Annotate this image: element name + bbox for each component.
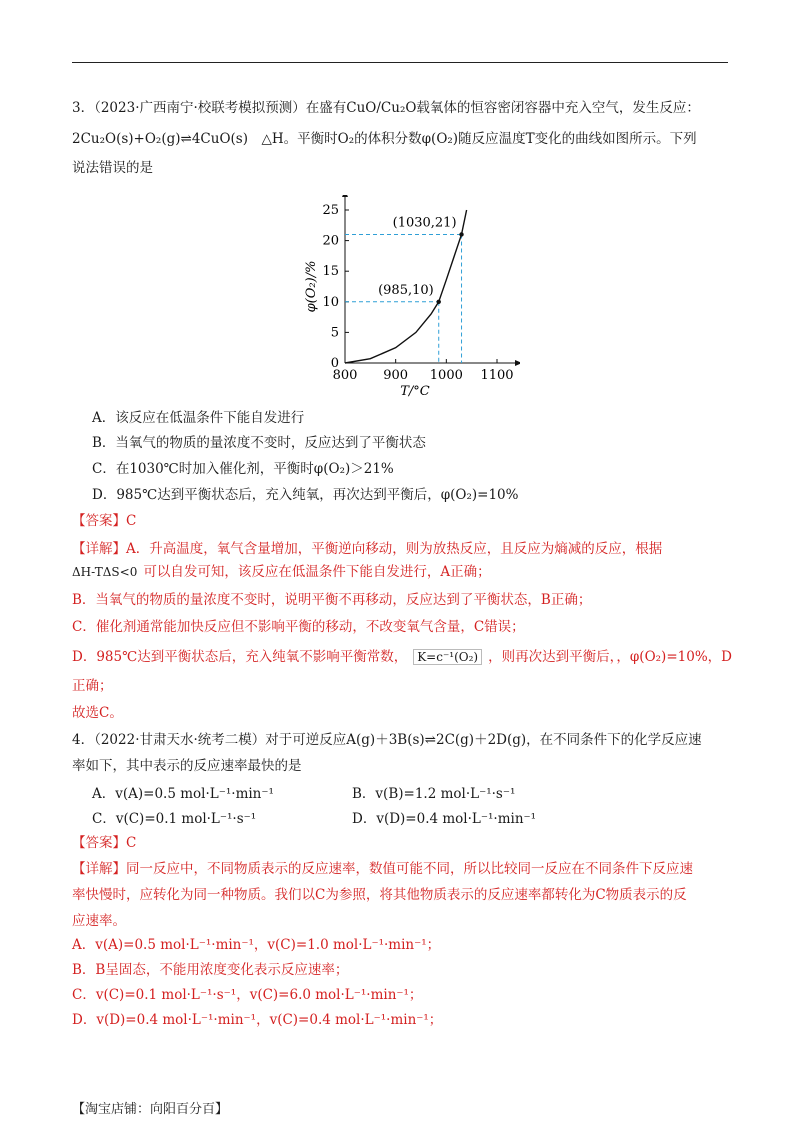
y-tick-label: 20 [322, 233, 339, 249]
q3-detail-line3: B．当氧气的物质的量浓度不变时，说明平衡不再移动，反应达到了平衡状态，B正确； [72, 592, 592, 608]
y-tick-label: 15 [322, 264, 339, 280]
q4-option-a: A．v(A)=0.5 mol·L⁻¹·min⁻¹ [92, 786, 274, 802]
answer-value: C [126, 513, 137, 529]
k-expression: K=c⁻¹(O₂) [413, 649, 482, 665]
x-tick-label: 1000 [429, 368, 463, 383]
x-tick-label: 1100 [480, 368, 514, 383]
y-tick-label: 5 [330, 325, 339, 341]
q3-stem-line3: 说法错误的是 [72, 160, 153, 176]
q3-option-d: D．985℃达到平衡状态后，充入纯氧，再次达到平衡后，φ(O₂)=10% [92, 487, 519, 503]
q3-detail-line6: 正确； [72, 678, 113, 694]
y-axis-label: φ(O₂)/% [304, 260, 319, 313]
detail-tag: 【详解】 [72, 541, 126, 557]
detail-tag: 【详解】 [72, 861, 126, 877]
q4-detail-line4: A．v(A)=0.5 mol·L⁻¹·min⁻¹，v(C)=1.0 mol·L⁻¹·min⁻¹； [72, 937, 441, 953]
q4-option-d: D．v(D)=0.4 mol·L⁻¹·min⁻¹ [352, 811, 537, 827]
data-point-label: (1030,21) [392, 215, 457, 231]
q3-option-c: C．在1030℃时加入催化剂，平衡时φ(O₂)＞21% [92, 461, 394, 477]
x-axis-label: T/°C [400, 384, 430, 399]
data-point-label: (985,10) [378, 282, 434, 298]
q3-option-a: A．该反应在低温条件下能自发进行 [92, 410, 305, 426]
phi-o2-temperature-chart [300, 195, 520, 403]
y-tick-label: 25 [322, 203, 339, 218]
q3-detail-line1 [72, 539, 732, 559]
answer-value: C [126, 835, 137, 851]
footer-shop: 【淘宝店铺：向阳百分百】 [72, 1102, 229, 1117]
q3-option-b: B．当氧气的物质的量浓度不变时，反应达到了平衡状态 [92, 435, 426, 451]
q3-detail-line7: 故选C。 [72, 705, 123, 721]
q4-stem-line1: 4．（2022·甘肃天水·统考二模）对于可逆反应A(g)＋3B(s)⇌2C(g)＋2D(g)，在不同条件下的化学反应速 [72, 732, 702, 748]
q4-option-b: B．v(B)=1.2 mol·L⁻¹·s⁻¹ [352, 786, 516, 802]
q3-stem-line2: 2Cu₂O(s)+O₂(g)⇌4CuO(s) △H。平衡时O₂的体积分数φ(O₂)随反应温度T变化的曲线如图所示。下列 [72, 131, 697, 147]
q3-detail-line5 [72, 647, 732, 667]
detail-text: A．升高温度，氧气含量增加，平衡逆向移动，则为放热反应，且反应为熵减的反应，根据 [126, 541, 663, 557]
detail-text: ，则再次达到平衡后，，φ(O₂)=10%，D [488, 649, 732, 665]
x-axis-arrow [515, 360, 520, 366]
detail-text: D．985℃达到平衡状态后，充入纯氧不影响平衡常数， [72, 649, 408, 665]
x-tick-label: 900 [383, 368, 409, 383]
x-tick-label: 800 [332, 368, 358, 383]
q4-answer [72, 833, 732, 853]
q4-detail-line5: B．B呈固态，不能用浓度变化表示反应速率； [72, 962, 349, 978]
y-tick-label: 10 [322, 294, 339, 310]
dh-expression: ΔH-TΔS<0 [72, 565, 138, 579]
q4-detail-line2: 率快慢时，应转化为同一种物质。我们以C为参照，将其他物质表示的反应速率都转化为C物质表示的反 [72, 887, 687, 903]
data-point [459, 232, 463, 236]
q4-stem-line2: 率如下，其中表示的反应速率最快的是 [72, 758, 302, 774]
q3-detail-line2 [72, 562, 732, 582]
q3-detail-line4: C．催化剂通常能加快反应但不影响平衡的移动，不改变氧气含量，C错误； [72, 619, 525, 635]
y-tick-label: 0 [330, 356, 339, 371]
q3-stem-line1: 3．（2023·广西南宁·校联考模拟预测）在盛有CuO/Cu₂O载氧体的恒容密闭容器中充入空气，发生反应： [72, 100, 700, 116]
data-point [437, 300, 441, 304]
q4-option-c: C．v(C)=0.1 mol·L⁻¹·s⁻¹ [92, 811, 257, 827]
q3-answer [72, 511, 732, 531]
header-rule [72, 62, 728, 63]
answer-tag: 【答案】 [72, 513, 126, 529]
detail-text: 同一反应中，不同物质表示的反应速率，数值可能不同，所以比较同一反应在不同条件下反应速 [126, 861, 693, 877]
y-axis-arrow [342, 195, 348, 197]
detail-text: 可以自发可知，该反应在低温条件下能自发进行，A正确； [143, 564, 491, 580]
q4-detail-line6: C．v(C)=0.1 mol·L⁻¹·s⁻¹，v(C)=6.0 mol·L⁻¹·min⁻¹； [72, 987, 423, 1003]
answer-tag: 【答案】 [72, 835, 126, 851]
q4-detail-line3: 应速率。 [72, 913, 126, 929]
q4-detail-line7: D．v(D)=0.4 mol·L⁻¹·min⁻¹，v(C)=0.4 mol·L⁻¹·min⁻¹； [72, 1012, 443, 1028]
q4-detail-line1 [72, 859, 732, 879]
